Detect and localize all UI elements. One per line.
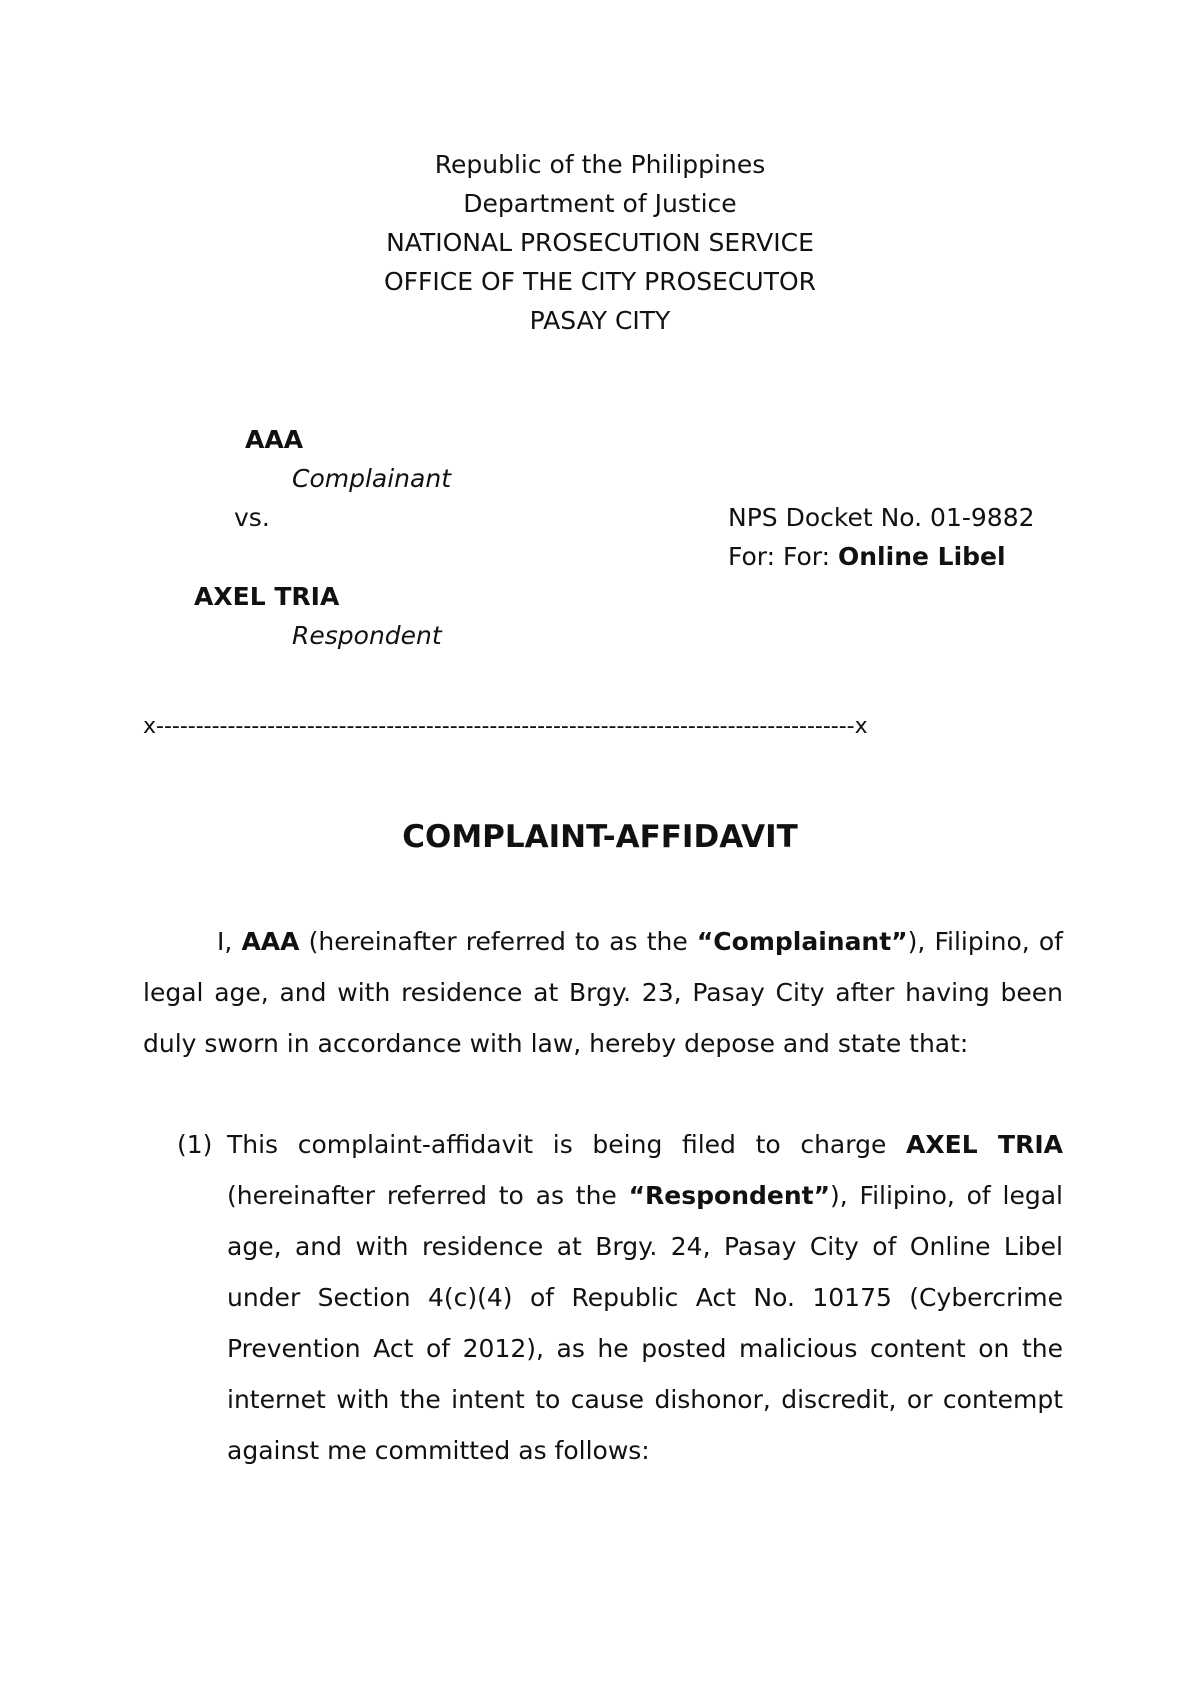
- versus-label: vs.: [234, 503, 270, 532]
- offense-line: [728, 542, 1006, 572]
- item-text: [227, 1119, 1063, 1476]
- item-number: (1): [177, 1130, 213, 1159]
- complainant-name: AAA: [245, 425, 304, 454]
- document-title: COMPLAINT-AFFIDAVIT: [402, 819, 798, 855]
- intro-defined-term: “Complainant”: [696, 927, 908, 956]
- header-nps: NATIONAL PROSECUTION SERVICE: [386, 228, 814, 257]
- item-defined-term: “Respondent”: [628, 1181, 831, 1210]
- docket-number: NPS Docket No. 01-9882: [728, 503, 1035, 532]
- header-city: PASAY CITY: [529, 306, 671, 335]
- offense-prefix: For: For:: [728, 542, 838, 571]
- intro-text-1: I,: [217, 927, 242, 956]
- header-department: Department of Justice: [463, 189, 737, 218]
- intro-text-3: ), Filipino, of legal age, and with residence at Brgy. 23, Pasay City after having been duly sworn in accordance with law, hereby depose and state that:: [143, 927, 1063, 1058]
- respondent-role: Respondent: [292, 621, 442, 650]
- complainant-role: Complainant: [292, 464, 451, 493]
- offense-name: Online Libel: [838, 542, 1006, 571]
- intro-paragraph: [143, 916, 1063, 1069]
- intro-text-2: (hereinafter referred to as the: [299, 927, 697, 956]
- respondent-name: AXEL TRIA: [194, 582, 340, 611]
- item-text-3: ), Filipino, of legal age, and with residence at Brgy. 24, Pasay City of Online Libel under Section 4(c)(4) of Republic Act No. 10175 (Cybercrime Prevention Act of 2012), as he posted malicious content on the internet with the intent to cause dishonor, discredit, or contempt against me committed as follows:: [227, 1181, 1063, 1465]
- item-text-1: This complaint-affidavit is being filed to charge: [227, 1130, 906, 1159]
- intro-complainant-name: AAA: [241, 927, 300, 956]
- header-republic: Republic of the Philippines: [434, 150, 766, 179]
- numbered-item-1: [143, 1119, 1063, 1476]
- header-office: OFFICE OF THE CITY PROSECUTOR: [383, 267, 816, 296]
- caption-separator: x----------------------------------------------------------------------------------------x: [143, 714, 868, 739]
- item-text-2: (hereinafter referred to as the: [227, 1181, 629, 1210]
- item-respondent-name: AXEL TRIA: [906, 1130, 1064, 1159]
